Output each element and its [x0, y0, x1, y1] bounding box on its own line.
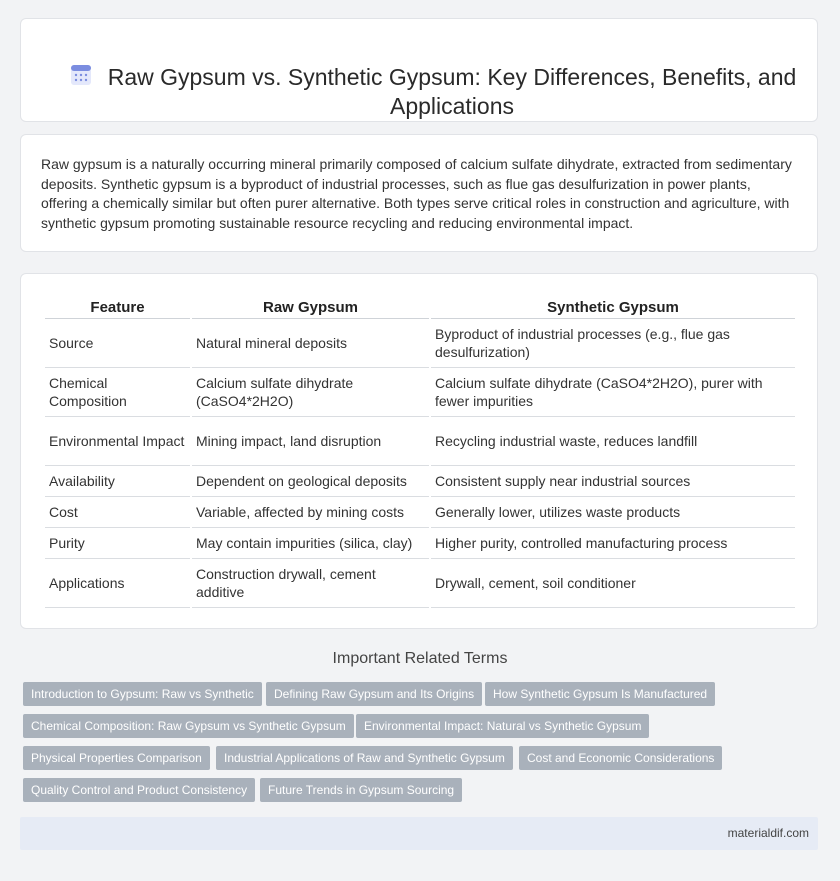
footer-site-link[interactable]: materialdif.com [727, 826, 809, 840]
header-raw-gypsum: Raw Gypsum [192, 296, 429, 319]
table-cell: Byproduct of industrial processes (e.g., flue gas desulfurization) [431, 319, 795, 368]
related-term-chip[interactable]: Industrial Applications of Raw and Synthetic Gypsum [216, 746, 513, 770]
table-cell: Generally lower, utilizes waste products [431, 497, 795, 528]
comparison-table [43, 296, 797, 608]
document-list-icon [69, 63, 93, 87]
table-cell: Purity [45, 528, 190, 559]
table-cell: Consistent supply near industrial sources [431, 466, 795, 497]
table-row [45, 417, 795, 466]
related-term-chip[interactable]: Introduction to Gypsum: Raw vs Synthetic [23, 682, 262, 706]
related-term-chip[interactable]: Environmental Impact: Natural vs Synthetic Gypsum [356, 714, 649, 738]
related-terms-title: Important Related Terms [332, 650, 508, 667]
table-cell: Construction drywall, cement additive [192, 559, 429, 608]
header-feature: Feature [45, 296, 190, 319]
table-cell: Recycling industrial waste, reduces landfill [431, 417, 795, 466]
table-row [45, 319, 795, 368]
comparison-table-card [20, 273, 818, 629]
table-header-row [45, 296, 795, 319]
table-cell: Dependent on geological deposits [192, 466, 429, 497]
related-term-chip[interactable]: Cost and Economic Considerations [519, 746, 722, 770]
related-term-chip[interactable]: Chemical Composition: Raw Gypsum vs Synthetic Gypsum [23, 714, 354, 738]
intro-paragraph: Raw gypsum is a naturally occurring mineral primarily composed of calcium sulfate dihydrate, extracted from sedimentary deposits. Synthetic gypsum is a byproduct of industrial processes, such as flue gas desulfurization in power plants, offering a chemically similar but often purer alternative. Both types serve critical roles in construction and agriculture, with synthetic gypsum promoting sustainable resource recycling and reducing environmental impact. [41, 156, 792, 231]
table-row [45, 497, 795, 528]
table-cell: Variable, affected by mining costs [192, 497, 429, 528]
header-synthetic-gypsum: Synthetic Gypsum [431, 296, 795, 319]
table-cell: Availability [45, 466, 190, 497]
table-cell: Natural mineral deposits [192, 319, 429, 368]
page-title: Raw Gypsum vs. Synthetic Gypsum: Key Differences, Benefits, and Applications [107, 64, 797, 119]
table-cell: Calcium sulfate dihydrate (CaSO4*2H2O) [192, 368, 429, 417]
table-cell: Cost [45, 497, 190, 528]
table-cell: Environmental Impact [45, 417, 190, 466]
table-row [45, 466, 795, 497]
related-term-chip[interactable]: Quality Control and Product Consistency [23, 778, 255, 802]
related-term-chip[interactable]: How Synthetic Gypsum Is Manufactured [485, 682, 715, 706]
footer-bar [20, 817, 818, 850]
table-cell: Drywall, cement, soil conditioner [431, 559, 795, 608]
related-term-chip[interactable]: Defining Raw Gypsum and Its Origins [266, 682, 482, 706]
related-term-chip[interactable]: Future Trends in Gypsum Sourcing [260, 778, 462, 802]
table-cell: May contain impurities (silica, clay) [192, 528, 429, 559]
related-term-chip[interactable]: Physical Properties Comparison [23, 746, 210, 770]
table-cell: Higher purity, controlled manufacturing process [431, 528, 795, 559]
table-row [45, 528, 795, 559]
table-row [45, 559, 795, 608]
table-cell: Chemical Composition [45, 368, 190, 417]
header-card [20, 18, 818, 122]
table-cell: Source [45, 319, 190, 368]
table-cell: Applications [45, 559, 190, 608]
table-row [45, 368, 795, 417]
table-cell: Mining impact, land disruption [192, 417, 429, 466]
table-cell: Calcium sulfate dihydrate (CaSO4*2H2O), purer with fewer impurities [431, 368, 795, 417]
intro-card [20, 134, 818, 252]
